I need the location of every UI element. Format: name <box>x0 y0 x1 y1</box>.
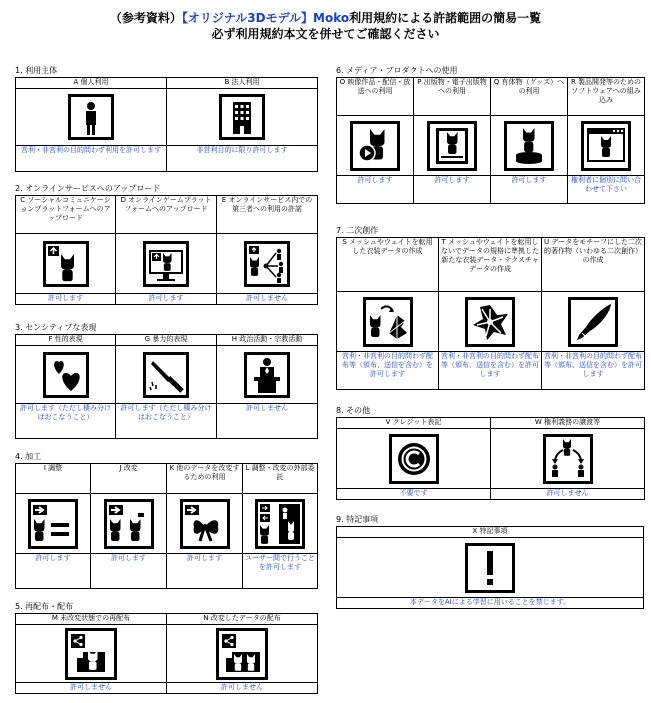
item-label-b: B 法人利用 <box>167 78 318 89</box>
item-label-d: D オンラインゲームプラットフォームへのアップロード <box>116 196 217 234</box>
section-processing: 4. 加工 I 調整 J 改変 K 他のデータを改変するための利用 L 調整・改変の外部委託 許可します 許可します 許可します ユーザー間で行うことを許可します <box>15 452 318 589</box>
software-cat-icon <box>581 121 631 171</box>
item-icon-cell-i <box>16 494 91 554</box>
item-icon-cell-v <box>337 429 491 489</box>
item-status-o: 許可します <box>337 176 414 204</box>
item-label-l: L 調整・改変の外部委託 <box>243 464 318 494</box>
item-icon-cell-o <box>337 116 414 176</box>
share-modified-icon <box>216 628 268 680</box>
section-special-notes: 9. 特記事項 X 特記事項 本データをAIによる学習に用いることを禁じます。 <box>336 515 644 609</box>
share-cat-icon <box>65 628 117 680</box>
section-sensitive-expression: 3. センシティブな表現 F 性的表現 G 暴力的表現 H 政治活動・宗教活動 許可します（ただし棲み分けはおこなうこと） 許可します（ただし棲み分けはおこなうこと） 許可しません <box>15 323 318 439</box>
hearts-icon <box>43 352 89 398</box>
title-line-1: （参考資料）【オリジナル3Dモデル】Moko利用規約による許諾範囲の簡易一覧 <box>109 11 542 25</box>
item-label-i: I 調整 <box>16 464 91 494</box>
item-label-g: G 暴力的表現 <box>116 335 217 346</box>
person-icon <box>68 94 114 140</box>
item-label-e: E オンラインサービス内での第三者への利用の許諾 <box>217 196 318 234</box>
item-icon-cell-w <box>491 429 645 489</box>
item-status-l: ユーザー間で行うことを許可します <box>243 554 318 589</box>
item-label-s: S メッシュやウェイトを転用した衣装データの作成 <box>337 238 439 292</box>
section-redistribution: 5. 再配布・配布 M 未改変状態での再配布 N 改変したデータの配布 許可しません 許可しません <box>15 602 318 694</box>
item-label-a: A 個人利用 <box>16 78 167 89</box>
item-status-n: 許可しません <box>167 683 318 694</box>
item-icon-cell-b <box>167 89 318 146</box>
item-icon-cell-r <box>568 116 645 176</box>
item-status-u: 営利・非営利の目的問わず配布等（頒布、送信を含む）を許可します <box>542 352 645 390</box>
knife-icon <box>143 352 189 398</box>
pen-icon <box>568 297 618 347</box>
outsource-icon <box>255 499 305 549</box>
item-label-v: V クレジット表記 <box>337 418 491 429</box>
item-label-c: C ソーシャルコミュニケーションプラットフォームへのアップロード <box>16 196 116 234</box>
item-icon-cell-n <box>167 625 318 683</box>
item-label-h: H 政治活動・宗教活動 <box>217 335 318 346</box>
item-status-x: 本データをAIによる学習に用いることを禁じます。 <box>337 598 644 609</box>
item-icon-cell-c <box>16 234 116 294</box>
item-status-e: 許可しません <box>217 294 318 305</box>
item-label-x: X 特記事項 <box>337 527 644 538</box>
item-icon-cell-x <box>337 538 644 598</box>
item-status-r: 権利者に個別に問い合わせて下さい <box>568 176 645 204</box>
item-icon-cell-k <box>167 494 243 554</box>
item-label-n: N 改変したデータの配布 <box>167 614 318 625</box>
item-label-o: O 映像作品・配信・放送への利用 <box>337 78 414 116</box>
document-title <box>0 10 651 42</box>
upload-cat-icon <box>43 241 89 287</box>
adjust-icon <box>28 499 78 549</box>
book-cat-icon <box>427 121 477 171</box>
item-icon-cell-s <box>337 292 439 352</box>
item-label-w: W 権利義務の譲渡等 <box>491 418 645 429</box>
item-status-b: 非営利目的に限り許可します <box>167 146 318 172</box>
item-label-u: U データをモチーフにした二次的著作物（いわゆる二次創作）の作成 <box>542 238 645 292</box>
item-label-k: K 他のデータを改変するための利用 <box>167 464 243 494</box>
section-other: 8. その他 V クレジット表記 W 権利義務の譲渡等 不要です 許可しません <box>336 406 645 500</box>
item-status-j: 許可します <box>91 554 167 589</box>
item-status-i: 許可します <box>16 554 91 589</box>
item-status-a: 営利・非営利の目的問わず利用を許可します <box>16 146 167 172</box>
item-status-c: 許可します <box>16 294 116 305</box>
bow-icon <box>180 499 230 549</box>
upload-monitor-icon <box>143 241 189 287</box>
figure-cat-icon <box>504 121 554 171</box>
item-status-w: 許可しません <box>491 489 645 500</box>
item-status-m: 許可しません <box>16 683 167 694</box>
item-status-h: 許可しません <box>217 404 318 439</box>
item-status-d: 許可します <box>116 294 217 305</box>
item-status-f: 許可します（ただし棲み分けはおこなうこと） <box>16 404 116 439</box>
item-label-j: J 改変 <box>91 464 167 494</box>
modify-icon <box>104 499 154 549</box>
item-status-p: 許可します <box>414 176 491 204</box>
item-icon-cell-d <box>116 234 217 294</box>
share-people-icon <box>244 241 290 287</box>
copyright-icon <box>389 434 439 484</box>
item-icon-cell-f <box>16 346 116 404</box>
item-icon-cell-g <box>116 346 217 404</box>
transfer-icon <box>543 434 593 484</box>
item-status-v: 不要です <box>337 489 491 500</box>
item-label-m: M 未改変状態での再配布 <box>16 614 167 625</box>
item-status-s: 営利・非営利の目的問わず配布等（頒布、送信を含む）を許可します <box>337 352 439 390</box>
item-label-p: P 出版物・電子出版物への利用 <box>414 78 491 116</box>
item-label-q: Q 有体物（グッズ）への利用 <box>491 78 568 116</box>
section-derivative-works: 7. 二次創作 S メッシュやウェイトを転用した衣装データの作成 T メッシュやウェイトを転用しないでデータの規格に準拠した新たな衣装データ・テクスチャデータの作成 U データをモチーフにした二次的著作物（いわゆる二次創作）の作成 営利・非営利の目的問わず配布等（頒布、送信を含む）を許可します 営利・非営利の目的問わず配布等（頒布、送信を含む）を許可します 営利・非営利の目的問わず配布等（頒布、送信を含む）を許可します <box>336 226 645 390</box>
exclamation-icon <box>465 543 515 593</box>
item-icon-cell-l <box>243 494 318 554</box>
flower-icon <box>465 297 515 347</box>
item-label-f: F 性的表現 <box>16 335 116 346</box>
item-status-q: 許可します <box>491 176 568 204</box>
item-icon-cell-j <box>91 494 167 554</box>
podium-icon <box>244 352 290 398</box>
item-label-r: R 製品開発等のためのソフトウェアへの組み込み <box>568 78 645 116</box>
item-icon-cell-p <box>414 116 491 176</box>
section-media-products: 6. メディア・プロダクトへの使用 O 映像作品・配信・放送への利用 P 出版物・電子出版物への利用 Q 有体物（グッズ）への利用 R 製品開発等のためのソフトウェアへの組み込み 許可します 許可します 許可します 権利者に個別に問い合わせて下さい <box>336 66 645 204</box>
item-label-t: T メッシュやウェイトを転用しないでデータの規格に準拠した新たな衣装データ・テクスチャデータの作成 <box>439 238 542 292</box>
item-icon-cell-e <box>217 234 318 294</box>
section-online-upload: 2. オンラインサービスへのアップロード C ソーシャルコミュニケーションプラットフォームへのアップロード D オンラインゲームプラットフォームへのアップロード E オンラインサービス内での第三者への利用の許諾 許可します 許可します 許可しません <box>15 184 318 305</box>
title-line-2: 必ず利用規約本文を併せてご確認ください <box>211 27 440 41</box>
building-icon <box>219 94 265 140</box>
video-cat-icon <box>350 121 400 171</box>
mesh-icon <box>363 297 413 347</box>
item-icon-cell-m <box>16 625 167 683</box>
item-icon-cell-h <box>217 346 318 404</box>
item-icon-cell-u <box>542 292 645 352</box>
item-icon-cell-t <box>439 292 542 352</box>
section-usage-subject: 1. 利用主体 A 個人利用 B 法人利用 営利・非営利の目的問わず利用を許可します 非営利目的に限り許可します <box>15 66 318 172</box>
item-icon-cell-a <box>16 89 167 146</box>
item-status-k: 許可します <box>167 554 243 589</box>
item-status-t: 営利・非営利の目的問わず配布等（頒布、送信を含む）を許可します <box>439 352 542 390</box>
item-icon-cell-q <box>491 116 568 176</box>
item-status-g: 許可します（ただし棲み分けはおこなうこと） <box>116 404 217 439</box>
